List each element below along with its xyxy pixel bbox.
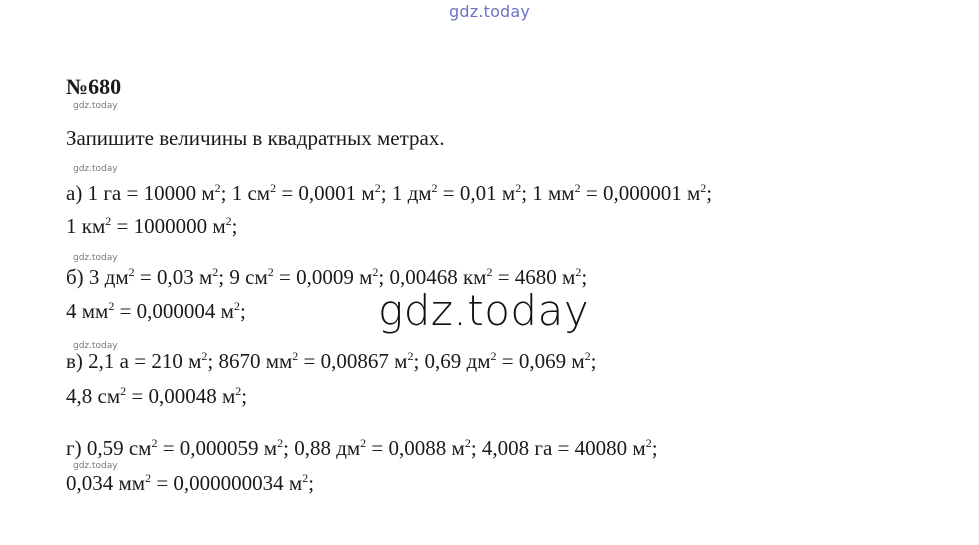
exponent: 2 <box>302 471 309 485</box>
exponent: 2 <box>270 181 277 195</box>
part-v-line-1: в) 2,1 а = 210 $м^2$; 8670 $мм^2 = 0,00867$ $м^2$; 0,69 $дм^2 = 0,069$ $м^2$; <box>66 349 597 373</box>
exponent: 2 <box>225 214 232 228</box>
watermark-small: gdz.today <box>73 253 118 263</box>
exponent: 2 <box>374 181 381 195</box>
part-a-line-1: а) 1 га = 10000 $м^2$; 1 $см^2 = 0,0001$ $м^2$; 1 $дм^2 = 0,01$ $м^2$; 1 $мм^2 = 0,000001$ $м^2$; <box>66 181 713 205</box>
exponent: 2 <box>360 436 367 450</box>
watermark-small: gdz.today <box>73 341 118 351</box>
exponent: 2 <box>574 181 581 195</box>
exponent: 2 <box>267 265 274 279</box>
part-g-line-1: г) 0,59 $см^2 = 0,000059$ $м^2$; 0,88 $дм^2 = 0,0088$ $м^2$; 4,008 га = 40080 $м^2$; <box>66 436 658 460</box>
exponent: 2 <box>214 181 221 195</box>
exponent: 2 <box>584 349 591 363</box>
exponent: 2 <box>105 214 112 228</box>
exponent: 2 <box>277 436 284 450</box>
part-b-line-2: 4 $мм^2 = 0,000004$ $м^2$; <box>66 299 246 323</box>
exponent: 2 <box>486 265 493 279</box>
exponent: 2 <box>128 265 135 279</box>
exponent: 2 <box>645 436 652 450</box>
exponent: 2 <box>145 471 152 485</box>
exponent: 2 <box>292 349 299 363</box>
exponent: 2 <box>212 265 219 279</box>
exponent: 2 <box>431 181 438 195</box>
exponent: 2 <box>700 181 707 195</box>
exponent: 2 <box>233 299 240 313</box>
watermark-top: gdz.today <box>449 2 531 21</box>
exponent: 2 <box>575 265 582 279</box>
part-b-line-1: б) 3 $дм^2 = 0,03$ $м^2$; 9 $см^2 = 0,0009$ $м^2$; 0,00468 $км^2 = 4680$ $м^2$; <box>66 265 588 289</box>
exponent: 2 <box>108 299 115 313</box>
part-g-line-2: 0,034 $мм^2 = 0,000000034$ $м^2$; <box>66 471 315 495</box>
task-instruction: Запишите величины в квадратных метрах. <box>66 126 445 150</box>
exponent: 2 <box>464 436 471 450</box>
watermark-small: gdz.today <box>73 461 118 471</box>
exponent: 2 <box>372 265 379 279</box>
part-v-line-2: 4,8 $см^2 = 0,00048$ $м^2$; <box>66 384 248 408</box>
exponent: 2 <box>201 349 208 363</box>
exponent: 2 <box>407 349 414 363</box>
exponent: 2 <box>490 349 497 363</box>
part-a-line-2: 1 $км^2 = 1000000$ $м^2$; <box>66 214 238 238</box>
exponent: 2 <box>235 384 242 398</box>
watermark-large: gdz.today <box>378 286 590 335</box>
watermark-small: gdz.today <box>73 101 118 111</box>
exponent: 2 <box>151 436 158 450</box>
task-number: №680 <box>66 74 122 99</box>
watermark-small: gdz.today <box>73 164 118 174</box>
exponent: 2 <box>515 181 522 195</box>
exponent: 2 <box>120 384 127 398</box>
